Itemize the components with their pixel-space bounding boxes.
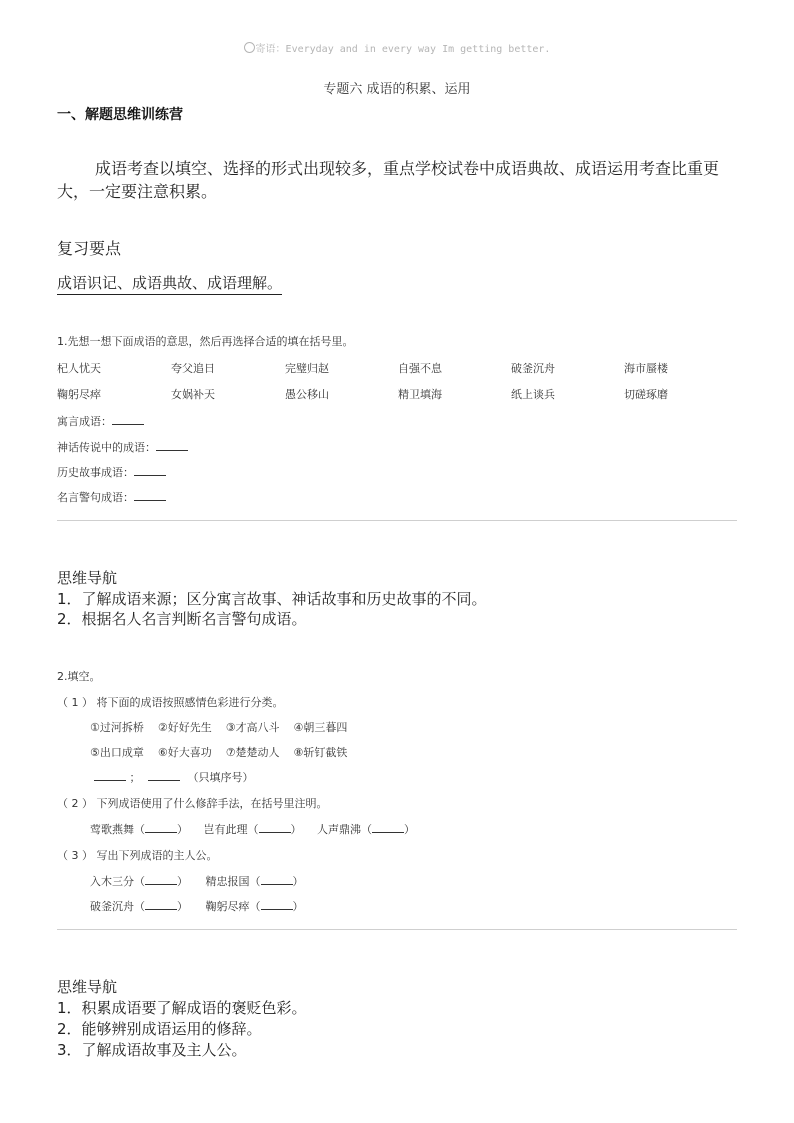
answer-blank[interactable] bbox=[112, 414, 144, 425]
nav-item: 3．了解成语故事及主人公。 bbox=[57, 1041, 247, 1059]
answer-blank[interactable] bbox=[134, 490, 166, 501]
idiom: 破釜沉舟（ bbox=[90, 900, 145, 913]
q2-part3-row bbox=[90, 873, 304, 889]
review-points: 成语识记、成语典故、成语理解。 bbox=[57, 272, 282, 295]
idiom-row bbox=[57, 360, 737, 374]
category-myth bbox=[57, 439, 188, 455]
category-fable bbox=[57, 413, 144, 429]
q2-part1-answer bbox=[94, 769, 254, 785]
idiom: 切磋琢磨 bbox=[624, 388, 668, 401]
answer-blank[interactable] bbox=[261, 874, 293, 885]
idiom: 纸上谈兵 bbox=[511, 388, 555, 401]
q2-prompt: 2.填空。 bbox=[57, 670, 101, 683]
idiom: 入木三分（ bbox=[90, 875, 145, 888]
answer-blank[interactable] bbox=[259, 822, 291, 833]
bracket-close: ） bbox=[292, 900, 304, 913]
idiom: 岂有此理（ bbox=[203, 823, 259, 836]
q2-part3: （ 3 ） 写出下列成语的主人公。 bbox=[57, 849, 218, 862]
q2-idioms-line: ①过河拆桥 ②好好先生 ③才高八斗 ④朝三暮四 bbox=[90, 721, 348, 734]
answer-blank[interactable] bbox=[372, 822, 404, 833]
nav-title: 思维导航 bbox=[57, 569, 118, 587]
answer-blank[interactable] bbox=[134, 465, 166, 476]
answer-blank[interactable] bbox=[145, 899, 177, 910]
q2-part2-items bbox=[90, 821, 415, 837]
separator: ； bbox=[129, 771, 141, 784]
idiom: 女娲补天 bbox=[171, 388, 215, 401]
review-title: 复习要点 bbox=[57, 239, 122, 258]
idiom: 鞠躬尽瘁 bbox=[57, 388, 101, 401]
idiom-row bbox=[57, 386, 737, 400]
intro-paragraph: 成语考查以填空、选择的形式出现较多，重点学校试卷中成语典故、成语运用考查比重更大，一定要注意积累。 bbox=[57, 159, 720, 201]
divider bbox=[57, 929, 737, 930]
idiom: 莺歌燕舞（ bbox=[90, 823, 145, 836]
bracket-close: ） bbox=[292, 875, 304, 888]
idiom: 海市蜃楼 bbox=[624, 362, 668, 375]
bracket-close: ） bbox=[177, 823, 188, 836]
idiom: 完璧归赵 bbox=[285, 362, 329, 375]
idiom: 人声鼎沸（ bbox=[317, 823, 372, 836]
bracket-close: ） bbox=[290, 823, 302, 836]
category-label: 神话传说中的成语： bbox=[57, 441, 156, 454]
idiom: 愚公移山 bbox=[285, 388, 329, 401]
idiom: 鞠躬尽瘁（ bbox=[205, 900, 261, 913]
idiom: 自强不息 bbox=[398, 362, 442, 375]
q2-part2: （ 2 ） 下列成语使用了什么修辞手法，在括号里注明。 bbox=[57, 797, 328, 810]
motto-line bbox=[0, 40, 794, 55]
q1-prompt: 1.先想一想下面成语的意思，然后再选择合适的填在括号里。 bbox=[57, 335, 354, 348]
document-title: 专题六 成语的积累、运用 bbox=[323, 82, 471, 97]
divider bbox=[57, 520, 737, 521]
nav-title: 思维导航 bbox=[57, 978, 118, 996]
bracket-close: ） bbox=[177, 875, 188, 888]
answer-blank[interactable] bbox=[145, 874, 177, 885]
category-quote bbox=[57, 489, 166, 505]
idiom: 杞人忧天 bbox=[57, 362, 101, 375]
idiom: 夸父追日 bbox=[171, 362, 215, 375]
category-label: 寓言成语： bbox=[57, 415, 112, 428]
idiom: 精忠报国（ bbox=[205, 875, 261, 888]
category-label: 名言警句成语： bbox=[57, 491, 134, 504]
smile-icon bbox=[244, 42, 255, 53]
bracket-close: ） bbox=[404, 823, 415, 836]
q2-idioms-line: ⑤出口成章 ⑥好大喜功 ⑦楚楚动人 ⑧斩钉截铁 bbox=[90, 746, 348, 759]
answer-blank[interactable] bbox=[94, 770, 126, 781]
motto-text: 寄语：Everyday and in every way Im getting better. bbox=[255, 44, 551, 55]
category-history bbox=[57, 464, 166, 480]
nav-item: 2．能够辨别成语运用的修辞。 bbox=[57, 1020, 262, 1038]
bracket-close: ） bbox=[177, 900, 188, 913]
answer-blank[interactable] bbox=[156, 440, 188, 451]
nav-item: 1．积累成语要了解成语的褒贬色彩。 bbox=[57, 999, 307, 1017]
answer-blank[interactable] bbox=[148, 770, 180, 781]
q2-part3-row bbox=[90, 898, 304, 914]
idiom: 精卫填海 bbox=[398, 388, 442, 401]
q2-part1: （ 1 ） 将下面的成语按照感情色彩进行分类。 bbox=[57, 696, 284, 709]
section-heading: 一、解题思维训练营 bbox=[57, 107, 183, 123]
nav-item: 1．了解成语来源；区分寓言故事、神话故事和历史故事的不同。 bbox=[57, 590, 487, 608]
idiom: 破釜沉舟 bbox=[511, 362, 555, 375]
answer-blank[interactable] bbox=[145, 822, 177, 833]
answer-note: （只填序号） bbox=[187, 771, 254, 784]
category-label: 历史故事成语： bbox=[57, 466, 134, 479]
answer-blank[interactable] bbox=[261, 899, 293, 910]
nav-item: 2．根据名人名言判断名言警句成语。 bbox=[57, 610, 307, 628]
